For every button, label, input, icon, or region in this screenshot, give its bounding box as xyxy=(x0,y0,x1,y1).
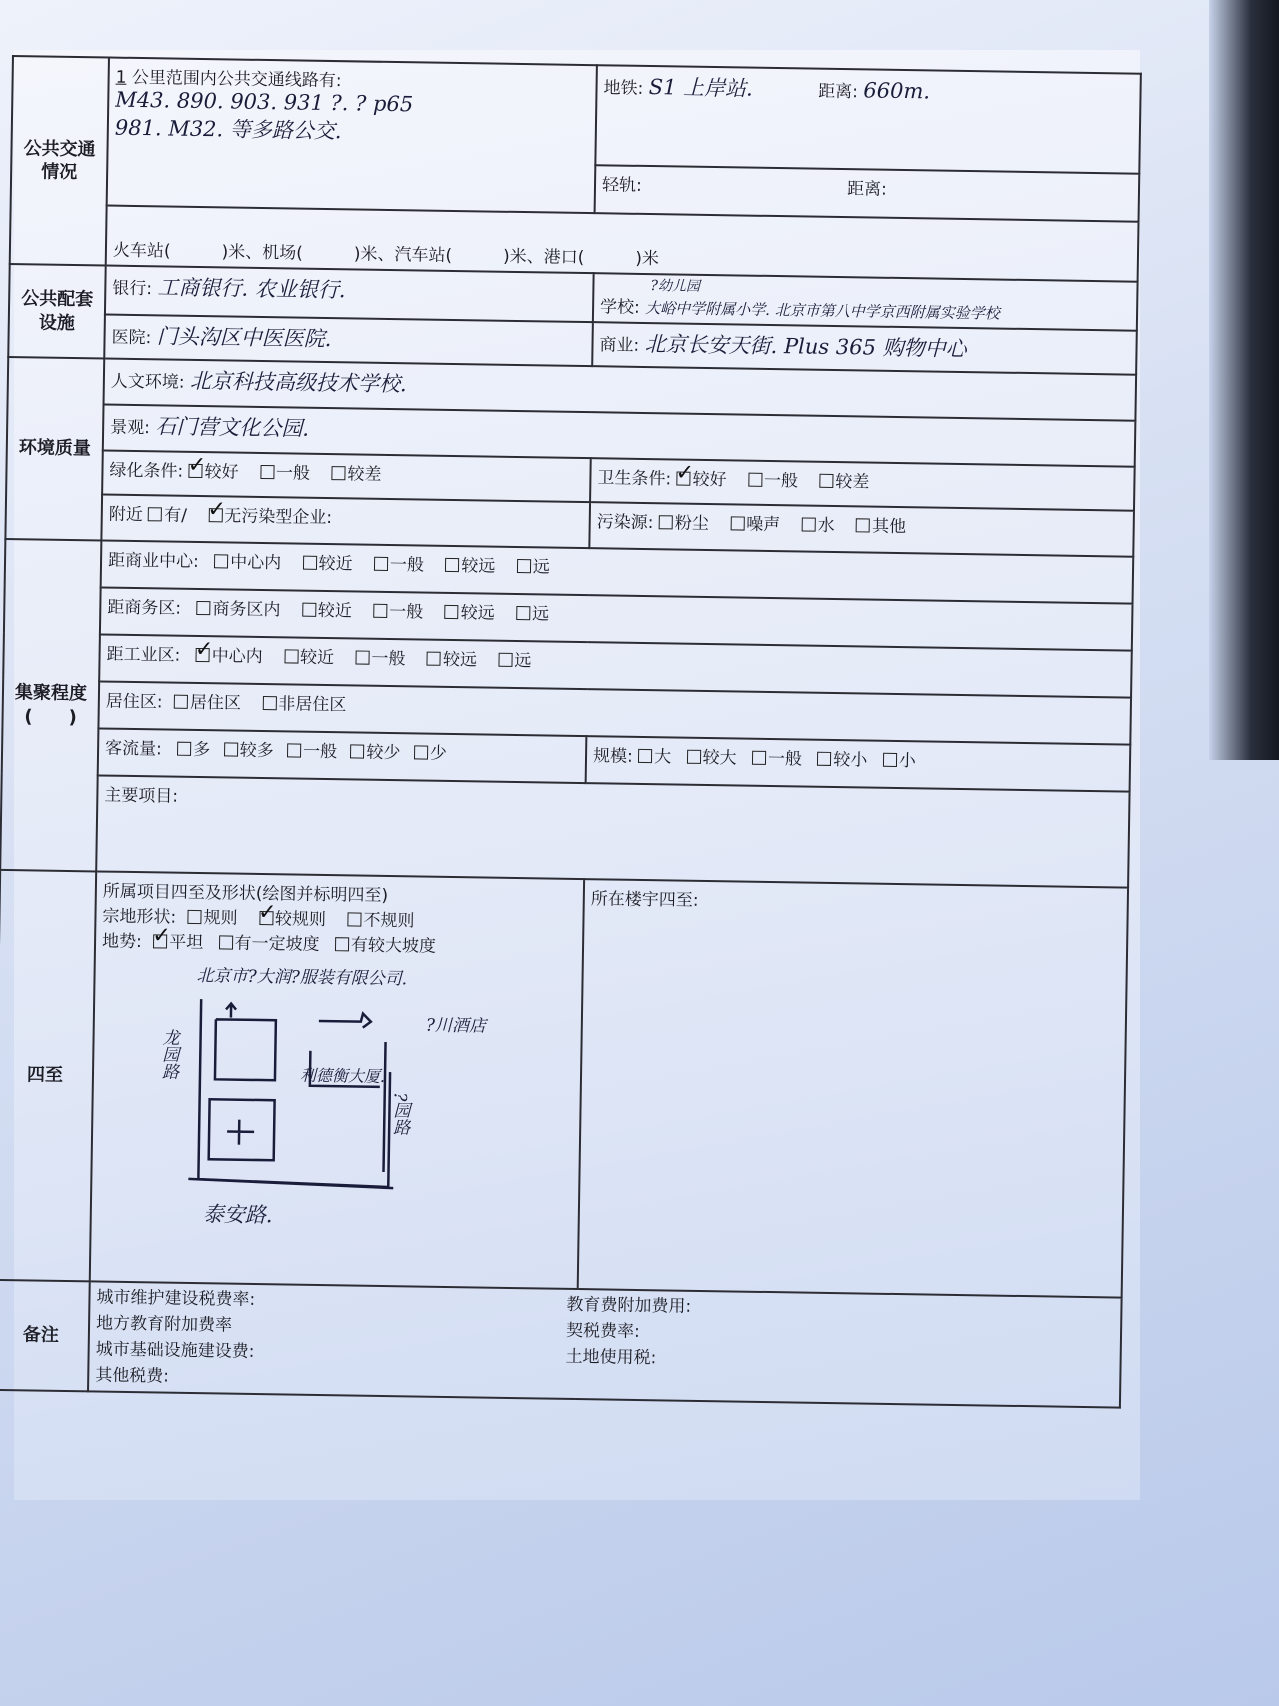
commercial-option-3: 较远 xyxy=(461,556,496,577)
industrial-option-3: 较远 xyxy=(442,649,478,671)
landscape-label: 景观: xyxy=(110,417,151,439)
stations-text: 火车站( )米、机场( )米、汽车站( )米、港口( )米 xyxy=(112,240,660,270)
culture-value: 北京科技高级技术学校. xyxy=(189,368,407,397)
other-tax-label: 其他税费: xyxy=(95,1365,170,1387)
nearby-option-none: 无污染型企业: xyxy=(224,506,333,529)
notes-left-column xyxy=(95,1284,567,1395)
terrain-option-0: 平坦 xyxy=(169,932,204,954)
project-boundaries-cell xyxy=(90,871,584,1289)
industrial-label: 距工业区: xyxy=(106,644,181,666)
sketch-building-south xyxy=(209,1099,275,1160)
infra-fee-label: 城市基础设施建设费: xyxy=(95,1339,255,1362)
routes-distance: 1 xyxy=(115,67,127,88)
commerce-value: 北京长安天街. Plus 365 购物中心 xyxy=(644,331,967,362)
agglomeration-section xyxy=(0,539,101,871)
commercial-in-center-checkbox[interactable] xyxy=(214,554,228,568)
project-boundaries-title: 所属项目四至及形状(绘图并标明四至) xyxy=(102,881,389,907)
shape-regular-checkbox[interactable] xyxy=(188,910,202,924)
industrial-option-4: 远 xyxy=(514,650,532,672)
bank-value: 工商银行. 农业银行. xyxy=(157,275,346,303)
traffic-label: 客流量: xyxy=(104,738,163,760)
routes-line-1: M43. 890. 903. 931 ?. ? p65 xyxy=(115,87,414,117)
edu-surcharge-label: 教育费附加费用: xyxy=(566,1294,692,1317)
shape-irregular-checkbox[interactable] xyxy=(347,912,361,926)
bank-cell xyxy=(105,265,594,322)
traffic-option-1: 较多 xyxy=(239,740,274,762)
traffic-many-checkbox[interactable] xyxy=(177,742,191,756)
school-label: 学校: xyxy=(599,297,640,318)
landscape-value: 石门营文化公园. xyxy=(155,414,310,441)
business-average-checkbox[interactable] xyxy=(373,604,387,618)
survey-form xyxy=(0,55,1142,1409)
routes-label: 公里范围内公共交通线路有: xyxy=(131,67,342,92)
hygiene-average-checkbox[interactable] xyxy=(748,473,762,487)
scale-cell xyxy=(586,736,1131,792)
traffic-average-checkbox[interactable] xyxy=(287,743,301,757)
hygiene-option-average: 一般 xyxy=(763,470,799,492)
sketch-west-label: 龙园路 xyxy=(157,1028,179,1080)
traffic-option-3: 较少 xyxy=(366,742,401,764)
green-poor-checkbox[interactable] xyxy=(331,466,345,480)
pollution-label: 污染源: xyxy=(596,512,654,534)
industrial-option-0: 中心内 xyxy=(211,646,263,668)
scale-average-checkbox[interactable] xyxy=(752,751,766,765)
sketch-cross-mark xyxy=(227,1120,254,1145)
scale-option-2: 一般 xyxy=(767,748,803,770)
light-rail-cell xyxy=(595,165,1140,222)
hospital-value: 门头沟区中医医院. xyxy=(156,324,332,352)
scale-small-checkbox[interactable] xyxy=(883,753,897,767)
business-label: 距商务区: xyxy=(107,597,182,619)
pollution-option-water: 水 xyxy=(817,515,835,536)
commercial-option-1: 较近 xyxy=(318,553,353,575)
traffic-option-0: 多 xyxy=(193,739,211,761)
pollution-water-checkbox[interactable] xyxy=(802,517,816,531)
pollution-option-other: 其他 xyxy=(871,516,907,538)
commercial-far-checkbox[interactable] xyxy=(517,559,531,573)
culture-label: 人文环境: xyxy=(110,371,185,393)
shape-option-2: 不规则 xyxy=(363,910,415,932)
commercial-label: 距商业中心: xyxy=(107,550,199,572)
scale-option-0: 大 xyxy=(654,747,672,768)
hygiene-good-checkbox[interactable] xyxy=(676,471,690,485)
main-projects-cell xyxy=(96,775,1129,887)
commercial-option-4: 远 xyxy=(532,557,550,578)
school-value-top: ?幼儿园 xyxy=(650,278,701,295)
hospital-cell xyxy=(104,314,593,366)
scale-option-1: 较大 xyxy=(702,747,737,769)
pollution-dust-checkbox[interactable] xyxy=(659,515,673,529)
agglomeration-section-paren: ( ) xyxy=(24,705,77,728)
shape-option-1: 较规则 xyxy=(274,909,327,931)
business-farther-checkbox[interactable] xyxy=(445,605,459,619)
land-tax-label: 土地使用税: xyxy=(565,1346,657,1369)
sketch-road-south xyxy=(188,1179,393,1188)
building-boundaries-label: 所在楼宇四至: xyxy=(590,889,699,911)
terrain-option-2: 有较大坡度 xyxy=(350,935,437,957)
subway-cell xyxy=(595,65,1141,174)
traffic-few-checkbox[interactable] xyxy=(414,745,428,759)
business-option-0: 商务区内 xyxy=(212,599,281,621)
nearby-label: 附近 xyxy=(108,504,143,526)
traffic-option-4: 少 xyxy=(429,743,447,764)
boundaries-section-label: 四至 xyxy=(0,870,96,1281)
subway-label: 地铁: xyxy=(603,78,644,99)
environment-section-label: 环境质量 xyxy=(5,357,104,540)
scale-option-4: 小 xyxy=(898,751,916,772)
school-value: 大峪中学附属小学. 北京市第八中学京西附属实验学校 xyxy=(645,298,1000,323)
hygiene-option-good: 较好 xyxy=(692,469,727,491)
shape-label: 宗地形状: xyxy=(102,906,177,928)
terrain-label: 地势: xyxy=(101,931,142,953)
shape-fairly-regular-checkbox[interactable] xyxy=(259,911,273,925)
transport-section-label: 公共交通情况 xyxy=(10,56,109,265)
green-cell xyxy=(102,450,591,502)
sketch-center-label: 利德衡大厦. xyxy=(299,1065,386,1086)
industrial-option-2: 一般 xyxy=(371,648,406,670)
business-option-2: 一般 xyxy=(389,601,424,623)
business-far-checkbox[interactable] xyxy=(516,606,530,620)
commercial-average-checkbox[interactable] xyxy=(374,557,388,571)
traffic-option-2: 一般 xyxy=(302,741,338,763)
sketch-building-north xyxy=(215,1019,276,1080)
scale-smaller-checkbox[interactable] xyxy=(817,752,831,766)
urban-tax-label: 城市维护建设税费率: xyxy=(96,1287,256,1310)
nearby-no-polluter-checkbox[interactable] xyxy=(208,508,222,522)
green-option-good: 较好 xyxy=(204,462,239,483)
subway-value: S1 上岸站. xyxy=(648,75,754,101)
sketch-lines xyxy=(188,999,396,1188)
routes-line-2: 981. M32. 等多路公交. xyxy=(114,115,342,144)
shape-option-0: 规则 xyxy=(203,908,238,929)
notes-cell xyxy=(88,1281,1122,1407)
terrain-flat-checkbox[interactable] xyxy=(153,934,167,948)
bank-label: 银行: xyxy=(112,278,153,300)
nearby-yes-checkbox[interactable] xyxy=(148,507,162,521)
hygiene-option-poor: 较差 xyxy=(835,471,870,493)
building-boundaries-cell xyxy=(578,879,1128,1297)
facilities-section-label: 公共配套设施 xyxy=(8,264,105,358)
hospital-label: 医院: xyxy=(111,327,152,349)
industrial-option-1: 较近 xyxy=(299,647,335,669)
background-edge xyxy=(1209,0,1279,760)
main-projects-label: 主要项目: xyxy=(104,785,179,807)
sketch-road-east xyxy=(384,1042,386,1172)
pollution-noise-checkbox[interactable] xyxy=(730,516,744,530)
green-average-checkbox[interactable] xyxy=(260,465,274,479)
deed-tax-label: 契税费率: xyxy=(565,1320,640,1343)
subway-distance-value: 660m. xyxy=(863,78,931,104)
transport-routes-cell xyxy=(107,58,597,214)
sketch-arrow-hotel xyxy=(319,1013,371,1028)
agglomeration-section-label: 集聚程度 xyxy=(14,682,88,705)
commercial-option-2: 一般 xyxy=(389,555,425,576)
nearby-cell xyxy=(101,494,590,548)
green-label: 绿化条件: xyxy=(109,460,184,482)
residential-option-1: 非居住区 xyxy=(278,694,347,716)
business-option-1: 较近 xyxy=(317,600,353,622)
traffic-more-checkbox[interactable] xyxy=(224,742,238,756)
business-near-checkbox[interactable] xyxy=(302,603,316,617)
terrain-slope-checkbox[interactable] xyxy=(219,935,233,949)
green-good-checkbox[interactable] xyxy=(189,464,203,478)
industrial-far-checkbox[interactable] xyxy=(498,653,512,667)
notes-grid xyxy=(95,1284,1115,1404)
commercial-near-checkbox[interactable] xyxy=(302,556,316,570)
school-cell xyxy=(593,273,1138,331)
residential-label: 居住区: xyxy=(105,691,163,713)
pollution-option-noise: 噪声 xyxy=(746,514,781,536)
scale-label: 规模: xyxy=(592,746,633,767)
residential-no-checkbox[interactable] xyxy=(262,696,276,710)
industrial-farther-checkbox[interactable] xyxy=(427,652,441,666)
scale-option-3: 较小 xyxy=(833,749,868,771)
site-sketch xyxy=(98,958,562,1235)
pollution-option-dust: 粉尘 xyxy=(674,513,710,535)
hygiene-label: 卫生条件: xyxy=(597,468,672,490)
sketch-south-label: 泰安路. xyxy=(202,1202,273,1228)
business-in-district-checkbox[interactable] xyxy=(196,601,210,615)
notes-right-column xyxy=(565,1292,691,1398)
local-edu-label: 地方教育附加费率 xyxy=(95,1313,233,1336)
commerce-label: 商业: xyxy=(599,335,640,356)
traffic-less-checkbox[interactable] xyxy=(350,744,364,758)
scale-large-checkbox[interactable] xyxy=(638,749,652,763)
notes-section-label: 备注 xyxy=(0,1280,90,1391)
green-option-poor: 较差 xyxy=(347,464,382,485)
traffic-cell xyxy=(98,728,587,783)
light-rail-label: 轻轨: xyxy=(601,175,642,196)
sketch-east-label: ?园路 xyxy=(389,1092,410,1136)
pollution-other-checkbox[interactable] xyxy=(856,518,870,532)
commercial-farther-checkbox[interactable] xyxy=(445,558,459,572)
scale-larger-checkbox[interactable] xyxy=(686,750,700,764)
industrial-average-checkbox[interactable] xyxy=(355,650,369,664)
business-option-4: 远 xyxy=(531,604,550,625)
light-rail-distance-label: 距离: xyxy=(846,179,888,200)
industrial-near-checkbox[interactable] xyxy=(284,649,298,663)
business-option-3: 较远 xyxy=(460,603,495,624)
residential-option-0: 居住区 xyxy=(189,692,242,714)
green-option-average: 一般 xyxy=(275,463,311,484)
subway-distance-label: 距离: xyxy=(818,81,859,103)
commercial-option-0: 中心内 xyxy=(230,552,282,574)
terrain-steep-checkbox[interactable] xyxy=(335,937,349,951)
residential-yes-checkbox[interactable] xyxy=(174,695,188,709)
sketch-northeast-label: ?川酒店 xyxy=(425,1015,487,1037)
terrain-option-1: 有一定坡度 xyxy=(234,933,320,955)
sketch-north-arrow xyxy=(226,1003,236,1017)
industrial-in-center-checkbox[interactable] xyxy=(196,648,210,662)
sketch-north-label: 北京市?大润?服装有限公司. xyxy=(196,966,408,990)
nearby-option-yes: 有/ xyxy=(164,505,188,526)
hygiene-poor-checkbox[interactable] xyxy=(819,474,833,488)
